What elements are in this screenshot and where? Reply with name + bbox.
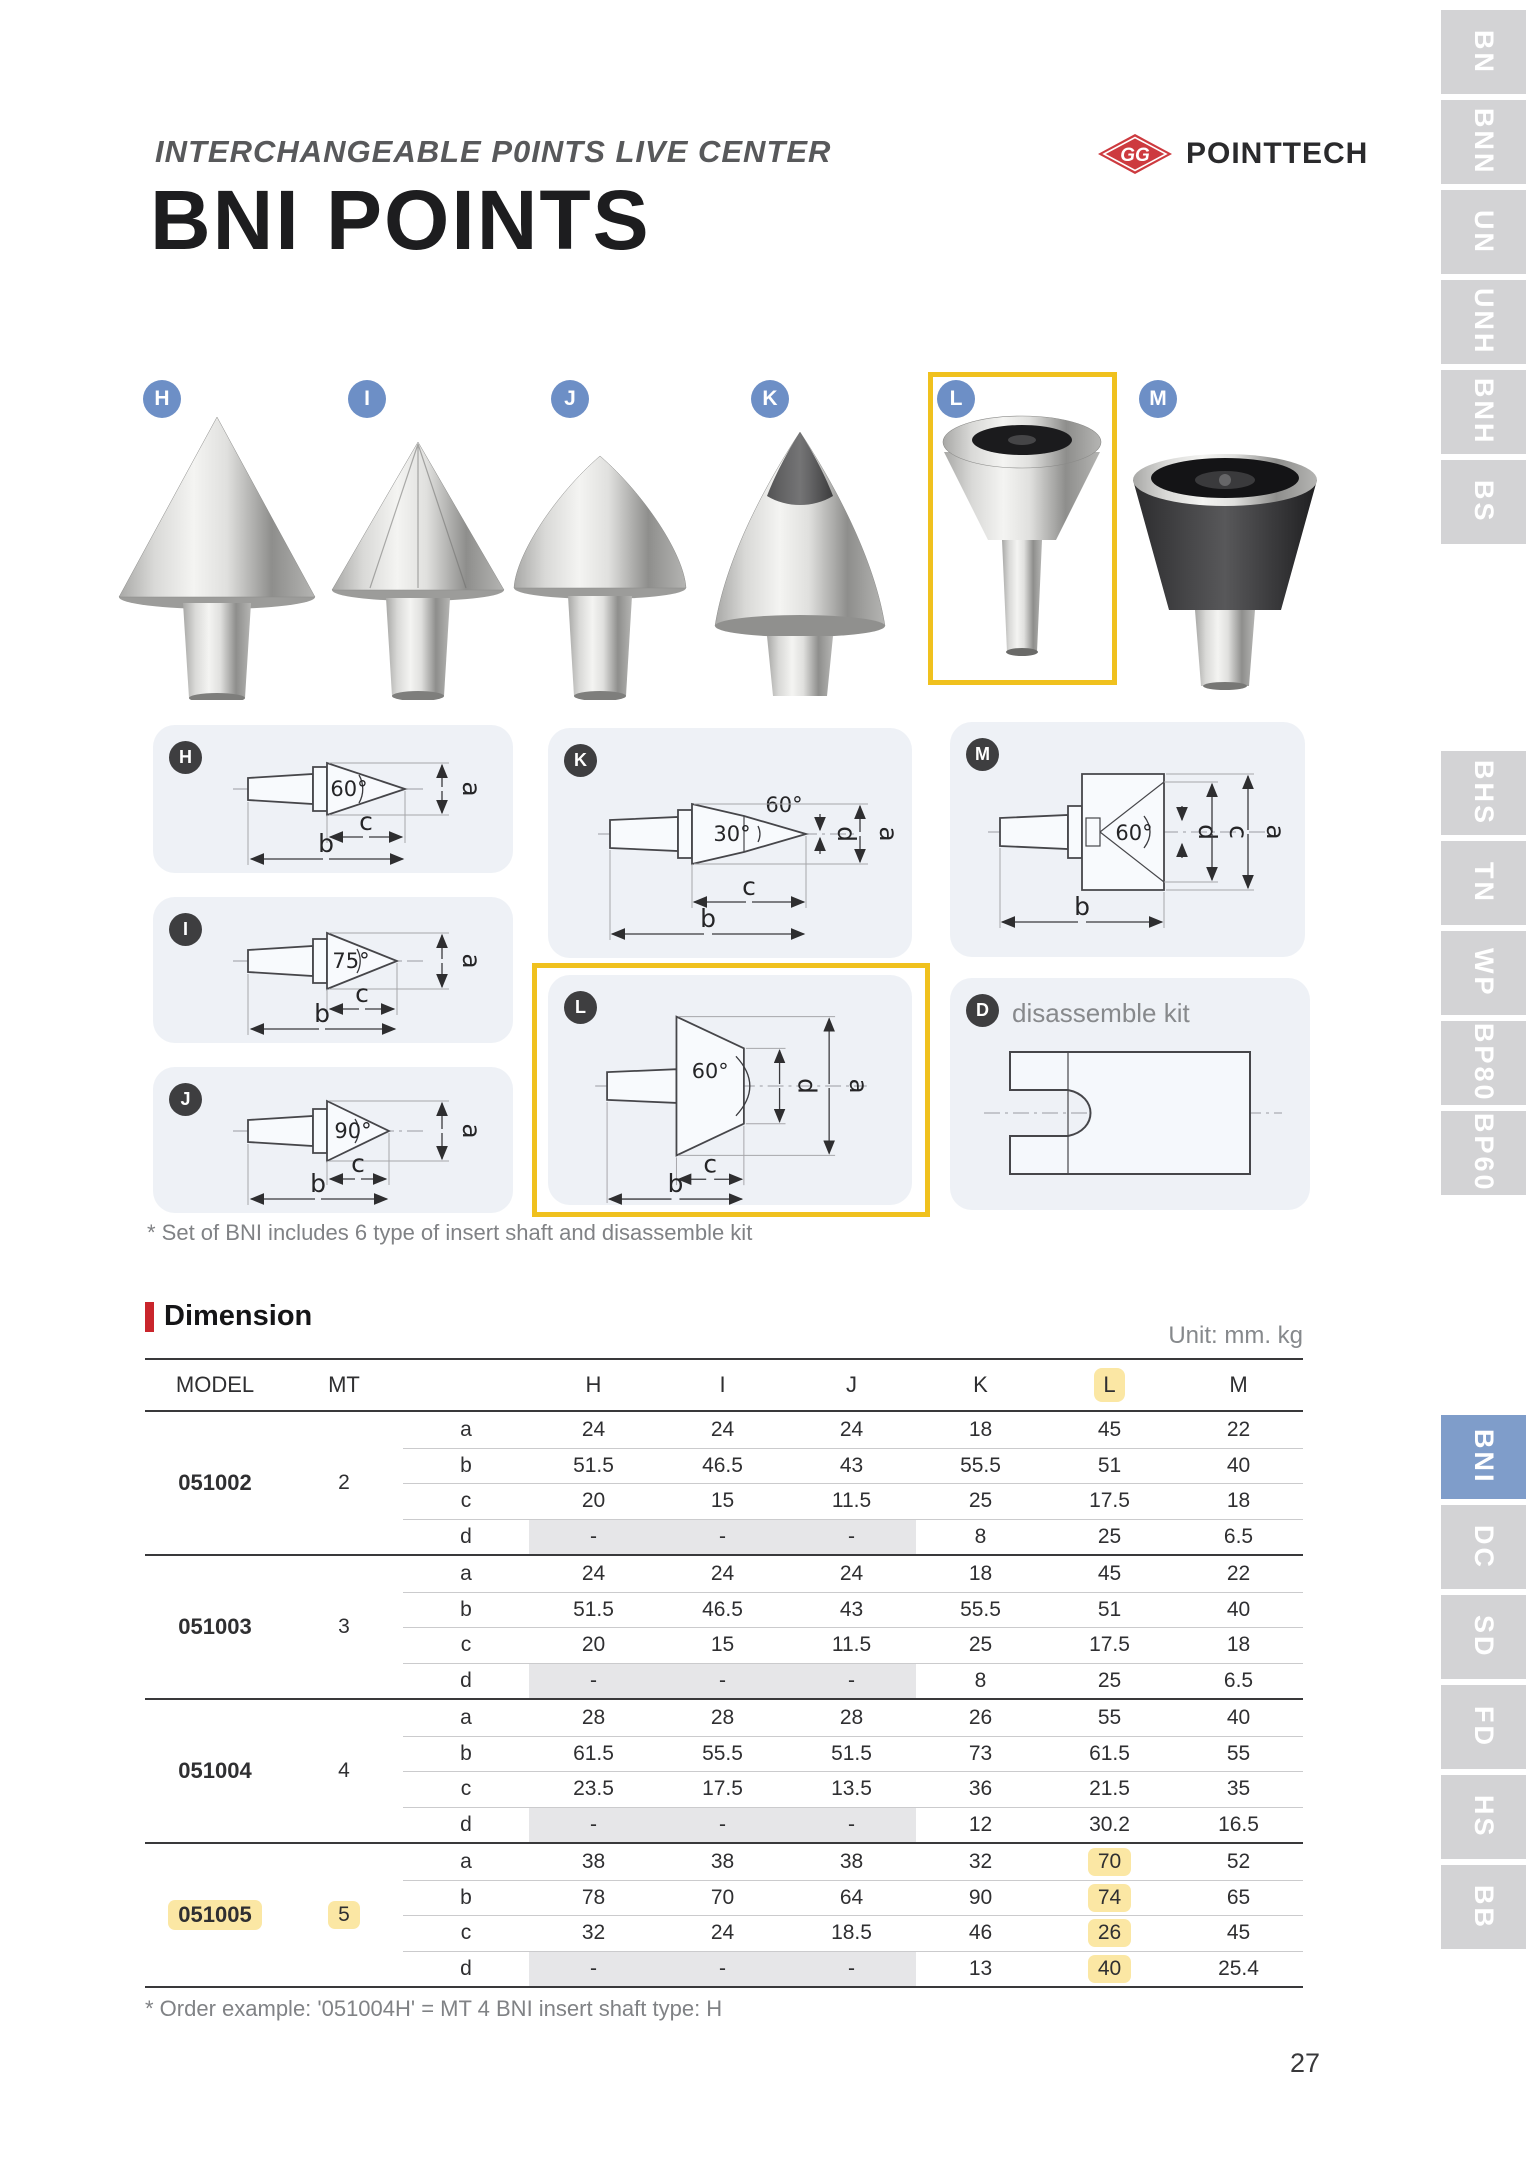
sidebar-tab-unh[interactable]: UNH (1441, 280, 1526, 364)
diagram-badge-j: J (169, 1083, 202, 1116)
column-header-m: M (1229, 1372, 1248, 1397)
diagram-card-m (950, 722, 1305, 957)
dim-value: 46.5 (658, 1448, 787, 1484)
dim-value: 38 (839, 1849, 864, 1873)
svg-text:30°: 30° (713, 822, 751, 846)
column-header-j: J (846, 1372, 857, 1397)
dim-value: 61.5 (529, 1736, 658, 1772)
diagram-badge-d: D (966, 994, 999, 1027)
svg-text:d: d (832, 826, 861, 842)
svg-text:a: a (457, 1123, 486, 1139)
dim-value: - (529, 1663, 658, 1699)
svg-text:b: b (310, 1169, 326, 1198)
photo-badge-k: K (751, 380, 789, 418)
dim-value (1045, 1951, 1174, 1987)
diagram-badge-l: L (564, 991, 597, 1024)
dim-value: 26 (968, 1705, 993, 1729)
dim-value: 8 (916, 1663, 1045, 1699)
column-header-l (1045, 1368, 1174, 1402)
dim-value: 55.5 (916, 1592, 1045, 1628)
dim-value: 25 (916, 1627, 1045, 1663)
dim-value: 70 (658, 1880, 787, 1916)
dim-value: 51.5 (787, 1736, 916, 1772)
dim-value: - (658, 1951, 787, 1987)
dim-value: 45 (1097, 1561, 1122, 1585)
model-number: 051003 (178, 1614, 252, 1639)
dim-value: 25 (1045, 1519, 1174, 1555)
dim-value: 18 (1174, 1483, 1303, 1519)
svg-text:b: b (1074, 892, 1090, 921)
dim-value: 22 (1226, 1417, 1251, 1441)
diagram-badge-k: K (564, 744, 597, 777)
dim-value: 11.5 (787, 1627, 916, 1663)
dim-value: 55.5 (916, 1448, 1045, 1484)
dim-label-b: b (403, 1736, 529, 1772)
svg-text:a: a (1261, 824, 1290, 840)
diagram-card-l (548, 975, 912, 1205)
sidebar-tab-tn[interactable]: TN (1441, 841, 1526, 925)
svg-text:a: a (874, 826, 903, 842)
dim-value: 32 (968, 1849, 993, 1873)
product-photo-j (512, 450, 692, 705)
svg-text:c: c (351, 1149, 365, 1178)
dim-value: - (658, 1519, 787, 1555)
dim-label-b: b (403, 1592, 529, 1628)
dim-value: 24 (658, 1915, 787, 1951)
dim-value: 64 (787, 1880, 916, 1916)
svg-text:60°: 60° (765, 793, 803, 817)
dim-value: 55 (1174, 1736, 1303, 1772)
dim-value: 55 (1097, 1705, 1122, 1729)
dim-value: - (658, 1663, 787, 1699)
disassemble-kit-label: disassemble kit (1012, 998, 1190, 1028)
dimension-table (145, 1358, 1303, 1988)
svg-text:b: b (318, 829, 334, 858)
dim-value: 12 (916, 1807, 1045, 1843)
dim-value: 28 (839, 1705, 864, 1729)
dim-value: - (787, 1951, 916, 1987)
photo-badge-j: J (551, 380, 589, 418)
dim-value: 18 (1174, 1627, 1303, 1663)
svg-text:b: b (700, 904, 716, 933)
diagram-card-d (950, 978, 1310, 1210)
dim-value: - (529, 1807, 658, 1843)
model-number: 051002 (178, 1470, 252, 1495)
dim-value: - (787, 1519, 916, 1555)
highlighted-dim-value: 70 (1088, 1848, 1131, 1876)
product-photo-l (940, 400, 1105, 680)
svg-text:d: d (792, 1078, 822, 1094)
model-number-cell (145, 1556, 285, 1698)
model-number-cell (145, 1412, 285, 1554)
dim-value: 25.4 (1174, 1951, 1303, 1987)
dim-value: 30.2 (1045, 1807, 1174, 1843)
highlighted-column-header: L (1094, 1368, 1124, 1402)
svg-text:c: c (742, 872, 756, 901)
mt-value: 5 (328, 1901, 360, 1929)
sidebar-tab-bp80[interactable]: BP80 (1441, 1021, 1526, 1105)
dim-value: 21.5 (1045, 1771, 1174, 1807)
dim-value: 20 (529, 1483, 658, 1519)
dim-label-b: b (403, 1880, 529, 1916)
dim-value: 52 (1226, 1849, 1251, 1873)
dim-value: 6.5 (1174, 1663, 1303, 1699)
dim-value: 45 (1097, 1417, 1122, 1441)
diagram-card-k (548, 728, 912, 958)
dim-value: 43 (787, 1592, 916, 1628)
dim-value: 17.5 (658, 1771, 787, 1807)
dim-value: 15 (658, 1627, 787, 1663)
table-model-group (145, 1698, 1303, 1842)
dim-value: 18 (968, 1561, 993, 1585)
mt-value: 3 (338, 1615, 350, 1638)
highlighted-dim-value: 40 (1088, 1955, 1131, 1983)
dim-value: 11.5 (787, 1483, 916, 1519)
highlighted-dim-value: 74 (1088, 1884, 1131, 1912)
model-number-cell (145, 1700, 285, 1842)
dim-value: - (658, 1807, 787, 1843)
dim-value: 51 (1045, 1592, 1174, 1628)
diagram-badge-i: I (169, 913, 202, 946)
sidebar-group-2 (1441, 751, 1526, 1195)
svg-text:90°: 90° (334, 1119, 372, 1143)
dim-value: 38 (710, 1849, 735, 1873)
dim-value: 40 (1174, 1592, 1303, 1628)
svg-text:d: d (1193, 824, 1222, 840)
sidebar-group-3 (1441, 1415, 1526, 1949)
dim-value: 38 (581, 1849, 606, 1873)
dim-value: 13 (916, 1951, 1045, 1987)
photo-badge-i: I (348, 380, 386, 418)
svg-text:c: c (1224, 825, 1253, 839)
dim-label-d: d (403, 1663, 529, 1699)
svg-text:c: c (359, 807, 373, 836)
svg-text:60°: 60° (330, 777, 368, 801)
dim-value: 17.5 (1045, 1483, 1174, 1519)
dim-value: 61.5 (1045, 1736, 1174, 1772)
dim-value: 24 (581, 1417, 606, 1441)
dim-label-d: d (403, 1519, 529, 1555)
svg-text:a: a (457, 953, 486, 969)
dim-value: 18 (968, 1417, 993, 1441)
table-header-row (145, 1360, 1303, 1410)
dim-value: 45 (1174, 1915, 1303, 1951)
dim-value: 22 (1226, 1561, 1251, 1585)
sidebar-tab-dc[interactable]: DC (1441, 1505, 1526, 1589)
highlighted-dim-value: 26 (1088, 1919, 1131, 1947)
dimension-title: Dimension (164, 1300, 313, 1332)
sidebar-tab-bhs[interactable]: BHS (1441, 751, 1526, 835)
dim-value (1045, 1880, 1174, 1916)
dim-value: 24 (839, 1417, 864, 1441)
mt-cell (285, 1844, 403, 1986)
svg-text:60°: 60° (1115, 821, 1153, 845)
mt-value: 4 (338, 1759, 350, 1782)
dim-value: 40 (1174, 1448, 1303, 1484)
photo-badge-m: M (1139, 380, 1177, 418)
diagram-card-i (153, 897, 513, 1043)
dim-value: 8 (916, 1519, 1045, 1555)
dim-label-d: d (403, 1951, 529, 1987)
diagram-badge-h: H (169, 741, 202, 774)
dim-value: 6.5 (1174, 1519, 1303, 1555)
sidebar-tab-fd[interactable]: FD (1441, 1685, 1526, 1769)
dim-value: 24 (581, 1561, 606, 1585)
page-title: BNI POINTS (150, 173, 651, 267)
column-header-mt: MT (328, 1372, 360, 1397)
dim-value: 51.5 (529, 1448, 658, 1484)
model-number: 051005 (168, 1900, 261, 1930)
dim-value: 55.5 (658, 1736, 787, 1772)
dim-value (1045, 1915, 1174, 1951)
dim-label-c: c (403, 1771, 529, 1807)
svg-text:b: b (667, 1169, 684, 1199)
dim-value: 13.5 (787, 1771, 916, 1807)
dim-value: 16.5 (1174, 1807, 1303, 1843)
sidebar-tab-bp60[interactable]: BP60 (1441, 1111, 1526, 1195)
dim-label-a: a (460, 1417, 472, 1441)
brand-logo (1096, 132, 1368, 176)
dim-value: - (529, 1951, 658, 1987)
svg-text:b: b (314, 999, 330, 1028)
dim-label-a: a (460, 1705, 472, 1729)
dim-value: 65 (1174, 1880, 1303, 1916)
sidebar-tab-bnh[interactable]: BNH (1441, 370, 1526, 454)
dim-value: 43 (787, 1448, 916, 1484)
diagram-badge-m: M (966, 738, 999, 771)
svg-text:GG: GG (1120, 145, 1150, 166)
dim-value: 24 (710, 1561, 735, 1585)
dim-value: 51.5 (529, 1592, 658, 1628)
sidebar-tab-bn[interactable]: BN (1441, 10, 1526, 94)
dim-label-c: c (403, 1915, 529, 1951)
dim-value: 40 (1226, 1705, 1251, 1729)
brand-name: POINTTECH (1186, 137, 1369, 170)
svg-text:c: c (703, 1149, 717, 1179)
column-header-i: I (719, 1372, 726, 1397)
mt-value: 2 (338, 1471, 350, 1494)
dim-value: 78 (529, 1880, 658, 1916)
mt-cell (285, 1412, 403, 1554)
dim-value: 15 (658, 1483, 787, 1519)
diagram-card-h (153, 725, 513, 873)
model-number-cell (145, 1844, 285, 1986)
table-model-group (145, 1842, 1303, 1986)
dim-value: - (787, 1807, 916, 1843)
dim-value: 25 (1045, 1663, 1174, 1699)
dim-value: 20 (529, 1627, 658, 1663)
page-number: 27 (1289, 2048, 1321, 2078)
mt-cell (285, 1700, 403, 1842)
order-note: * Order example: '051004H' = MT 4 BNI insert shaft type: H (145, 1996, 723, 2021)
dim-label-a: a (460, 1849, 472, 1873)
product-photo-m (1125, 430, 1325, 695)
dim-value: 35 (1174, 1771, 1303, 1807)
dim-value: 36 (916, 1771, 1045, 1807)
dim-value: 28 (710, 1705, 735, 1729)
svg-text:a: a (843, 1078, 873, 1094)
dim-label-a: a (460, 1561, 472, 1585)
sidebar-group-1 (1441, 10, 1526, 544)
dim-value: 24 (710, 1417, 735, 1441)
dim-value: 73 (916, 1736, 1045, 1772)
dim-label-c: c (403, 1483, 529, 1519)
dim-value: 32 (529, 1915, 658, 1951)
svg-text:60°: 60° (691, 1059, 729, 1084)
sidebar-tab-bb[interactable]: BB (1441, 1865, 1526, 1949)
svg-text:a: a (457, 781, 486, 797)
table-model-group (145, 1410, 1303, 1554)
dim-value: 17.5 (1045, 1627, 1174, 1663)
dim-value: 25 (916, 1483, 1045, 1519)
product-photo-i (330, 440, 510, 705)
dim-value: - (787, 1663, 916, 1699)
sidebar-tab-sd[interactable]: SD (1441, 1595, 1526, 1679)
diagram-card-j (153, 1067, 513, 1213)
dim-value (1045, 1844, 1174, 1880)
svg-text:75°: 75° (332, 949, 370, 973)
dim-value: 28 (581, 1705, 606, 1729)
photo-badge-l: L (937, 380, 975, 418)
dim-value: 24 (839, 1561, 864, 1585)
mt-cell (285, 1556, 403, 1698)
dim-value: 23.5 (529, 1771, 658, 1807)
sidebar-tab-un[interactable]: UN (1441, 190, 1526, 274)
model-number: 051004 (178, 1758, 252, 1783)
table-model-group (145, 1554, 1303, 1698)
set-note: * Set of BNI includes 6 type of insert shaft and disassemble kit (147, 1220, 753, 1245)
eyebrow-title: INTERCHANGEABLE P0INTS LIVE CENTER (155, 134, 832, 169)
product-photo-h (115, 415, 320, 705)
sidebar-tab-bnn[interactable]: BNN (1441, 100, 1526, 184)
dim-label-b: b (403, 1448, 529, 1484)
dim-label-c: c (403, 1627, 529, 1663)
column-header-k: K (973, 1372, 988, 1397)
product-photo-k (705, 430, 895, 705)
column-header-model: MODEL (175, 1372, 255, 1397)
dim-value: 46 (916, 1915, 1045, 1951)
dim-value: 46.5 (658, 1592, 787, 1628)
sidebar-tab-wp[interactable]: WP (1441, 931, 1526, 1015)
unit-label: Unit: mm. kg (1168, 1322, 1303, 1349)
brand-diamond-icon (1096, 132, 1174, 176)
dim-label-d: d (403, 1807, 529, 1843)
sidebar-tab-bni[interactable]: BNI (1441, 1415, 1526, 1499)
svg-text:c: c (355, 979, 369, 1008)
dim-value: 18.5 (787, 1915, 916, 1951)
sidebar-tab-hs[interactable]: HS (1441, 1775, 1526, 1859)
dim-value: 90 (916, 1880, 1045, 1916)
dim-value: - (529, 1519, 658, 1555)
column-header-h: H (585, 1372, 602, 1397)
sidebar-tab-bs[interactable]: BS (1441, 460, 1526, 544)
dim-value: 51 (1045, 1448, 1174, 1484)
photo-badge-h: H (143, 380, 181, 418)
